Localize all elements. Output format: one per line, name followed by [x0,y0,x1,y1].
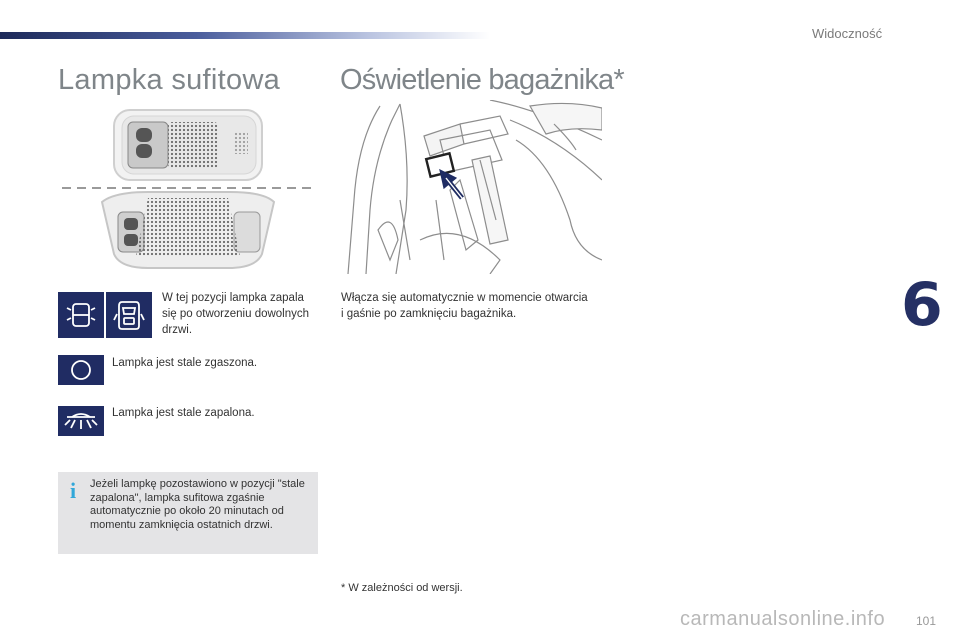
ceiling-lamp-illustration [58,104,320,274]
light-off-icon [58,355,104,385]
door-light-icon [58,292,104,338]
footnote: * W zależności od wersji. [341,582,463,594]
mode-on-text: Lampka jest stale zapalona. [112,407,255,419]
section-name: Widoczność [812,26,883,41]
info-icon: i [70,478,77,503]
chapter-number: 6 [901,270,943,340]
boot-light-illustration [340,100,602,274]
boot-light-text: Włącza się automatycznie w momencie otwarcia i gaśnie po zamknięciu bagażnika. [341,292,588,320]
car-door-open-icon [106,292,152,338]
mode-door-text: W tej pozycji lampka zapala się po otworzeniu dowolnych drzwi. [162,292,310,336]
watermark: carmanualsonline.info [680,608,886,630]
title-ceiling-light: Lampka sufitowa [58,64,281,96]
title-boot-light: Oświetlenie bagażnika* [340,64,624,96]
light-on-icon [58,406,104,436]
info-text: Jeżeli lampkę pozostawiono w pozycji "stale zapalona", lampka sufitowa zgaśnie automatycznie po około 20 minutach od momentu zamknięcia ostatnich drzwi. [90,478,305,531]
info-box [58,472,318,554]
page-number: 101 [916,614,937,628]
header-color-bar [0,32,490,39]
mode-off-text: Lampka jest stale zgaszona. [112,357,258,369]
